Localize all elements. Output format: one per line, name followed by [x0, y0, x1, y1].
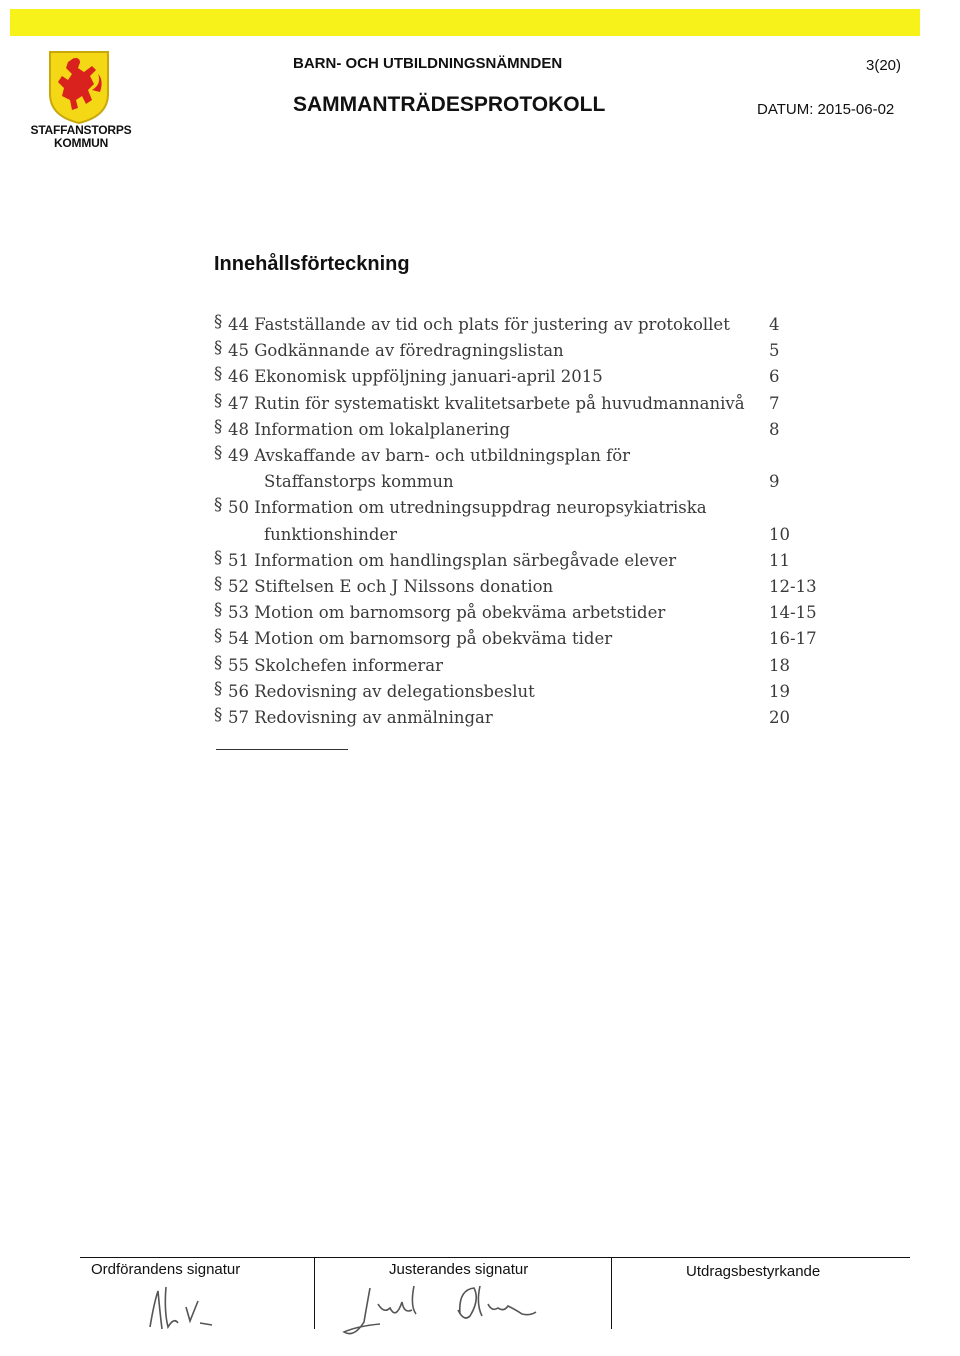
toc-item-page: 16-17: [769, 629, 817, 649]
toc-item: [214, 626, 824, 652]
end-of-list-rule: [216, 749, 348, 750]
signature-divider: [611, 1257, 612, 1329]
toc-item-title: 50 Information om utredningsuppdrag neuropsykiatriska: [228, 498, 707, 518]
toc-item: [214, 679, 824, 705]
accent-bar: [10, 9, 920, 36]
page-number: 3(20): [866, 57, 902, 74]
toc-item-page: 8: [769, 419, 780, 439]
toc-item-title: 53 Motion om barnomsorg på obekväma arbetstider: [228, 603, 666, 623]
section-symbol: §: [214, 390, 223, 410]
toc-item-title: 52 Stiftelsen E och J Nilssons donation: [228, 577, 554, 597]
adjuster-signatures: [340, 1280, 560, 1340]
toc-item: [214, 312, 824, 338]
adjuster-signature-label: Justerandes signatur: [389, 1261, 529, 1278]
section-symbol: §: [214, 312, 223, 331]
toc-item: [214, 338, 824, 364]
toc-item-title: 49 Avskaffande av barn- och utbildningsplan för: [228, 446, 631, 466]
toc-item-page: 5: [769, 341, 780, 361]
toc-item-title: 46 Ekonomisk uppföljning januari-april 2015: [228, 367, 603, 387]
toc-item-title: 45 Godkännande av föredragningslistan: [228, 341, 564, 361]
section-symbol: §: [214, 443, 223, 463]
toc-item-page: 6: [769, 367, 780, 387]
toc-heading: Innehållsförteckning: [214, 253, 410, 275]
committee-name: BARN- OCH UTBILDNINGSNÄMNDEN: [293, 55, 563, 72]
toc-item: [214, 443, 824, 495]
section-symbol: §: [214, 547, 223, 567]
section-symbol: §: [214, 678, 223, 698]
toc-item: [214, 391, 824, 417]
toc-item-page: 4: [769, 315, 780, 334]
signature-block-top-rule: [80, 1257, 910, 1258]
toc-item-title: 56 Redovisning av delegationsbeslut: [228, 681, 535, 701]
toc-item: [214, 548, 824, 574]
toc-item-title: 48 Information om lokalplanering: [228, 419, 511, 439]
chair-signature: [140, 1283, 220, 1333]
toc-item: [214, 600, 824, 626]
toc-item-page: 10: [769, 524, 790, 544]
municipality-name: STAFFANSTORPS KOMMUN: [30, 123, 132, 150]
section-symbol: §: [214, 495, 223, 515]
toc-item: [214, 574, 824, 600]
section-symbol: §: [214, 600, 223, 620]
chair-signature-label: Ordförandens signatur: [91, 1261, 241, 1278]
section-symbol: §: [214, 338, 223, 358]
toc-item-title-continued: Staffanstorps kommun: [264, 472, 454, 492]
extract-certification-label: Utdragsbestyrkande: [686, 1263, 821, 1280]
toc-item-page: 20: [769, 708, 790, 728]
signature-divider: [314, 1257, 315, 1329]
section-symbol: §: [214, 416, 223, 436]
toc-item-page: 7: [769, 393, 780, 413]
toc-item-title: 55 Skolchefen informerar: [228, 655, 443, 675]
toc-item-title-block: [228, 495, 769, 547]
toc-item-title-block: [228, 443, 769, 495]
toc-item-title: 44 Fastställande av tid och plats för justering av protokollet: [228, 315, 730, 334]
toc-item: [214, 364, 824, 390]
toc-item-title-continued: funktionshinder: [264, 524, 398, 544]
toc-item-page: 19: [769, 681, 790, 701]
coat-of-arms-logo: [48, 50, 110, 125]
toc-item-title: 47 Rutin för systematiskt kvalitetsarbete på huvudmannanivå: [228, 393, 745, 413]
section-symbol: §: [214, 652, 223, 672]
toc-item-title: 54 Motion om barnomsorg på obekväma tider: [228, 629, 613, 649]
section-symbol: §: [214, 574, 223, 594]
toc-item: [214, 653, 824, 679]
section-symbol: §: [214, 626, 223, 646]
section-symbol: §: [214, 364, 223, 384]
toc-item: [214, 705, 824, 731]
toc-item-page: 14-15: [769, 603, 817, 623]
meeting-date: DATUM: 2015-06-02: [757, 101, 895, 118]
toc-item-title: 57 Redovisning av anmälningar: [228, 708, 493, 728]
section-symbol: §: [214, 705, 223, 725]
toc-item: [214, 495, 824, 547]
toc-item: [214, 417, 824, 443]
document-title: SAMMANTRÄDESPROTOKOLL: [293, 93, 606, 116]
toc-item-page: 18: [769, 655, 790, 675]
table-of-contents: [214, 312, 824, 731]
toc-item-page: 9: [769, 472, 780, 492]
toc-item-page: 11: [769, 550, 790, 570]
toc-item-page: 12-13: [769, 577, 817, 597]
toc-item-title: 51 Information om handlingsplan särbegåvade elever: [228, 550, 677, 570]
